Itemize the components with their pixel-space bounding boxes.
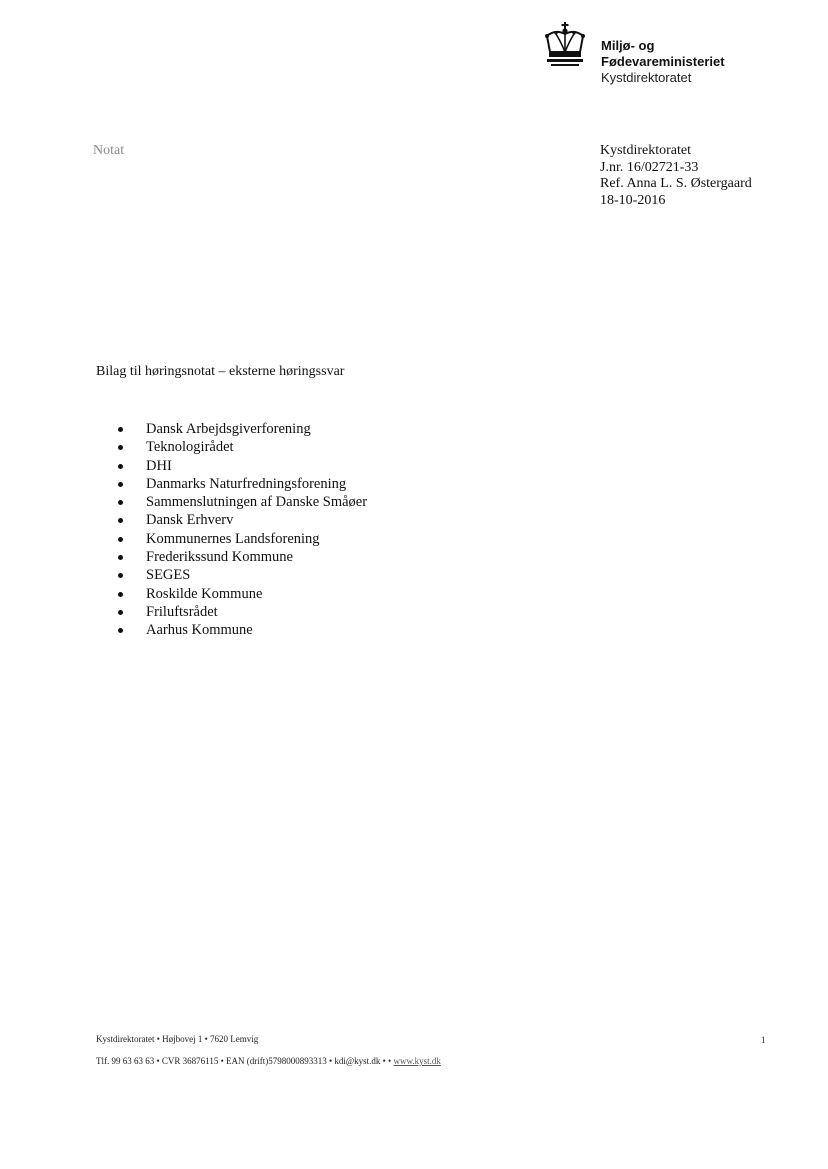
- document-type: Notat: [93, 143, 125, 158]
- bullet-icon: [118, 555, 123, 560]
- respondent-name: SEGES: [146, 567, 191, 584]
- meta-journal-number: J.nr. 16/02721-33: [600, 159, 699, 175]
- bullet-icon: [118, 518, 123, 523]
- page-number: 1: [761, 1035, 766, 1045]
- respondent-list: [117, 420, 367, 640]
- list-item: [117, 621, 367, 639]
- list-item: [117, 530, 367, 548]
- footer-contact-text: Tlf. 99 63 63 63 • CVR 36876115 • EAN (drift)5798000893313 • kdi@kyst.dk • •: [96, 1056, 394, 1066]
- list-item: [117, 438, 367, 456]
- ministry-line-3: Kystdirektoratet: [601, 70, 692, 85]
- respondent-name: Sammenslutningen af Danske Småøer: [146, 494, 368, 511]
- list-item: [117, 603, 367, 621]
- bullet-icon: [118, 628, 123, 633]
- list-item: [117, 566, 367, 584]
- list-item: [117, 457, 367, 475]
- footer-address: Kystdirektoratet • Højbovej 1 • 7620 Lemvig: [96, 1034, 259, 1044]
- bullet-icon: [118, 464, 123, 469]
- ministry-name: [601, 38, 725, 86]
- respondent-name: Danmarks Naturfredningsforening: [146, 475, 347, 492]
- footer-contact: [96, 1056, 441, 1066]
- list-item: [117, 493, 367, 511]
- document-subject: Bilag til høringsnotat – eksterne høringssvar: [96, 364, 345, 379]
- bullet-icon: [118, 573, 123, 578]
- crown-icon: [543, 22, 587, 68]
- bullet-icon: [118, 610, 123, 615]
- respondent-name: Friluftsrådet: [146, 603, 218, 620]
- list-item: [117, 585, 367, 603]
- respondent-name: DHI: [146, 457, 172, 474]
- ministry-line-1: Miljø- og: [601, 38, 655, 53]
- list-item: [117, 420, 367, 438]
- respondent-name: Frederikssund Kommune: [146, 549, 293, 566]
- list-item: [117, 548, 367, 566]
- respondent-name: Teknologirådet: [146, 439, 234, 456]
- bullet-icon: [118, 445, 123, 450]
- respondent-name: Aarhus Kommune: [146, 622, 253, 639]
- website-link[interactable]: www.kyst.dk: [393, 1056, 441, 1066]
- respondent-name: Kommunernes Landsforening: [146, 530, 320, 547]
- bullet-icon: [118, 537, 123, 542]
- respondent-name: Roskilde Kommune: [146, 585, 263, 602]
- bullet-icon: [118, 500, 123, 505]
- list-item: [117, 475, 367, 493]
- meta-date: 18-10-2016: [600, 192, 666, 208]
- list-item: [117, 511, 367, 529]
- bullet-icon: [118, 427, 123, 432]
- ministry-line-2: Fødevareministeriet: [601, 54, 725, 69]
- bullet-icon: [118, 482, 123, 487]
- respondent-name: Dansk Arbejdsgiverforening: [146, 421, 311, 437]
- respondent-name: Dansk Erhverv: [146, 512, 234, 529]
- bullet-icon: [118, 592, 123, 597]
- document-meta: [600, 143, 752, 209]
- meta-reference: Ref. Anna L. S. Østergaard: [600, 176, 752, 191]
- meta-agency: Kystdirektoratet: [600, 143, 691, 158]
